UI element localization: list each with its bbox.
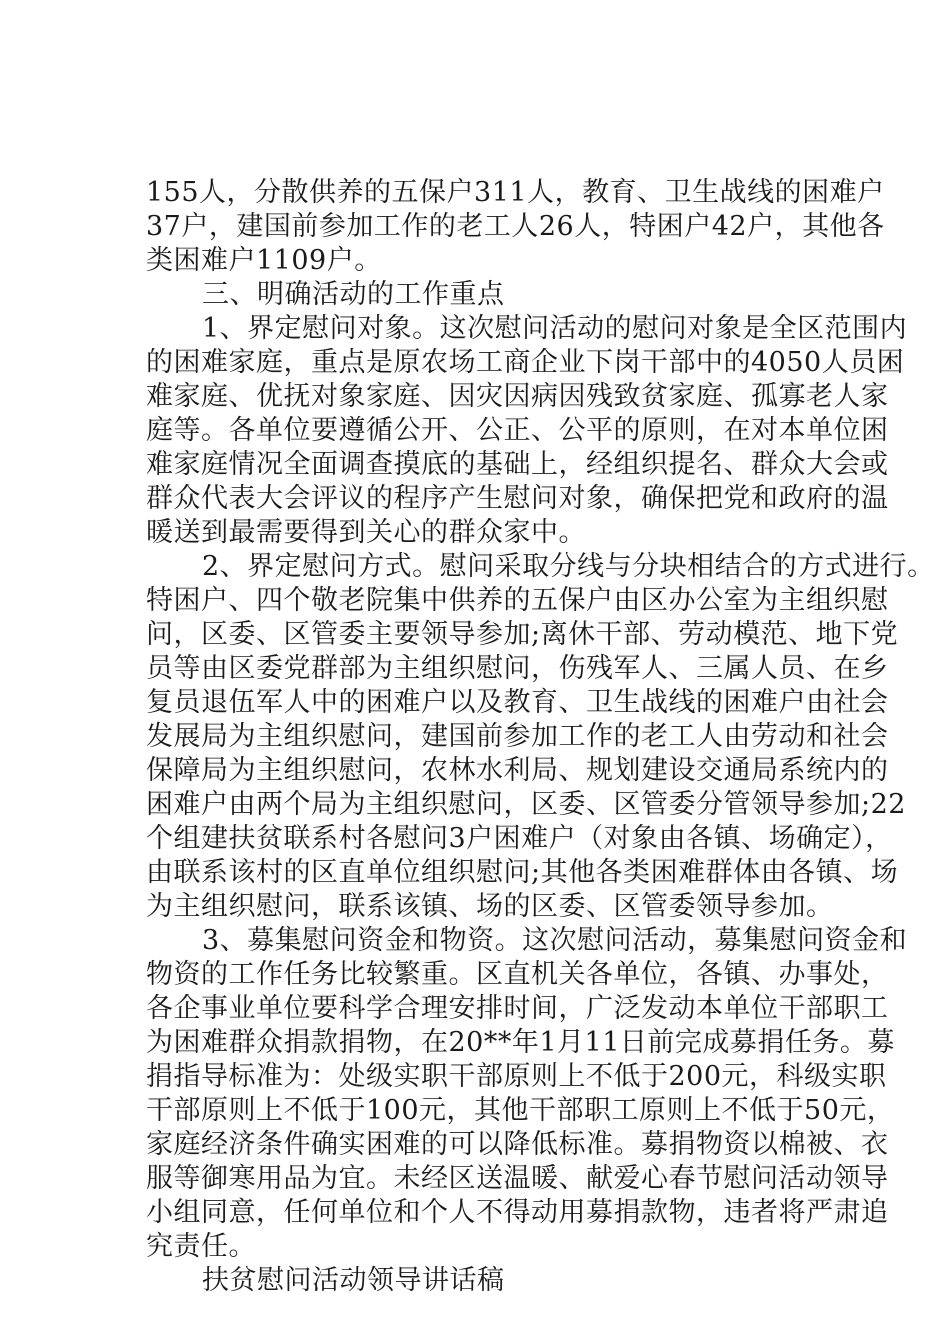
text-line: 155人，分散供养的五保户311人，教育、卫生战线的困难户 bbox=[146, 177, 885, 208]
text-line: 物资的工作任务比较繁重。区直机关各单位，各镇、办事处， bbox=[146, 959, 889, 990]
text-line: 暖送到最需要得到关心的群众家中。 bbox=[146, 517, 586, 548]
text-line: 由联系该村的区直单位组织慰问;其他各类困难群体由各镇、场 bbox=[146, 857, 899, 888]
text-line: 问，区委、区管委主要领导参加;离休干部、劳动模范、地下党 bbox=[146, 619, 899, 650]
text-line: 小组同意，任何单位和个人不得动用募捐款物，违者将严肃追 bbox=[146, 1197, 889, 1228]
text-line: 究责任。 bbox=[146, 1231, 256, 1262]
text-line: 困难户由两个局为主组织慰问，区委、区管委分管领导参加;22 bbox=[146, 789, 906, 820]
text-line: 类困难户1109户。 bbox=[146, 245, 382, 276]
text-line: 2、界定慰问方式。慰问采取分线与分块相结合的方式进行。 bbox=[202, 551, 935, 582]
section-heading: 三、明确活动的工作重点 bbox=[202, 279, 505, 310]
text-line: 各企事业单位要科学合理安排时间，广泛发动本单位干部职工 bbox=[146, 993, 889, 1024]
text-line: 难家庭、优抚对象家庭、因灾因病因残致贫家庭、孤寡老人家 bbox=[146, 381, 889, 412]
text-line: 的困难家庭，重点是原农场工商企业下岗干部中的4050人员困 bbox=[146, 347, 905, 378]
text-line: 家庭经济条件确实困难的可以降低标准。募捐物资以棉被、衣 bbox=[146, 1129, 889, 1160]
text-line: 发展局为主组织慰问，建国前参加工作的老工人由劳动和社会 bbox=[146, 721, 889, 752]
text-line: 复员退伍军人中的困难户以及教育、卫生战线的困难户由社会 bbox=[146, 687, 889, 718]
text-line: 捐指导标准为：处级实职干部原则上不低于200元，科级实职 bbox=[146, 1061, 887, 1092]
text-line: 特困户、四个敬老院集中供养的五保户由区办公室为主组织慰 bbox=[146, 585, 889, 616]
text-line: 服等御寒用品为宜。未经区送温暖、献爱心春节慰问活动领导 bbox=[146, 1163, 889, 1194]
text-line: 干部原则上不低于100元，其他干部职工原则上不低于50元， bbox=[146, 1095, 895, 1126]
text-line: 庭等。各单位要遵循公开、公正、公平的原则，在对本单位困 bbox=[146, 415, 889, 446]
text-line: 37户，建国前参加工作的老工人26人，特困户42户，其他各 bbox=[146, 211, 885, 242]
text-line: 难家庭情况全面调查摸底的基础上，经组织提名、群众大会或 bbox=[146, 449, 889, 480]
closing-title: 扶贫慰问活动领导讲话稿 bbox=[202, 1265, 505, 1296]
text-line: 个组建扶贫联系村各慰问3户困难户（对象由各镇、场确定）， bbox=[146, 823, 893, 854]
text-line: 群众代表大会评议的程序产生慰问对象，确保把党和政府的温 bbox=[146, 483, 889, 514]
text-line: 1、界定慰问对象。这次慰问活动的慰问对象是全区范围内 bbox=[202, 313, 908, 344]
text-line: 保障局为主组织慰问，农林水利局、规划建设交通局系统内的 bbox=[146, 755, 889, 786]
text-line: 3、募集慰问资金和物资。这次慰问活动，募集慰问资金和 bbox=[202, 925, 908, 956]
text-line: 为主组织慰问，联系该镇、场的区委、区管委领导参加。 bbox=[146, 891, 834, 922]
text-line: 为困难群众捐款捐物，在20**年1月11日前完成募捐任务。募 bbox=[146, 1027, 895, 1058]
text-line: 员等由区委党群部为主组织慰问，伤残军人、三属人员、在乡 bbox=[146, 653, 889, 684]
